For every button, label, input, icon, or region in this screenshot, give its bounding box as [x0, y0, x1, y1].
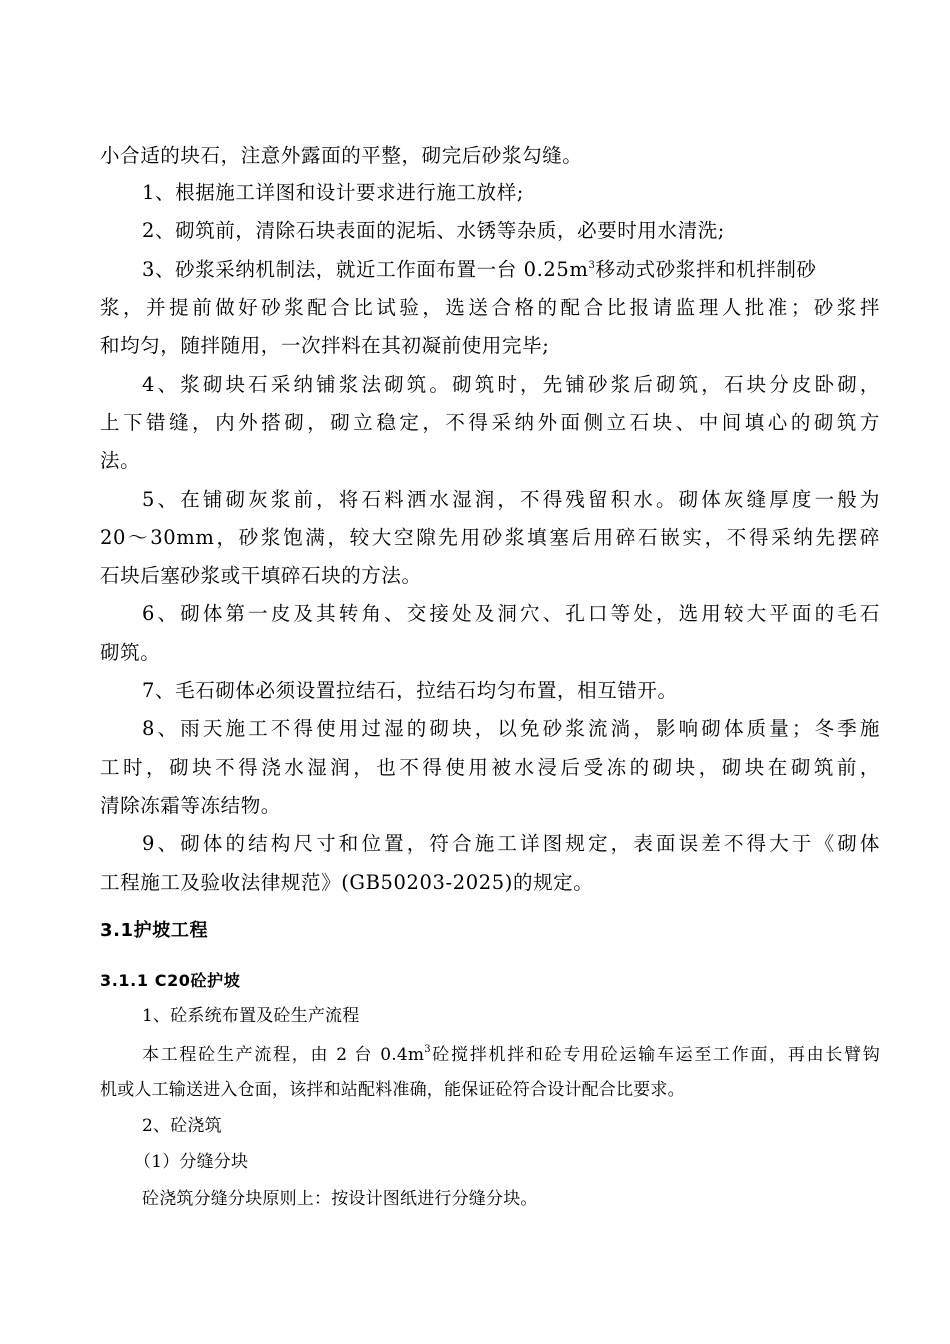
- list-item-5: 5、在铺砌灰浆前，将石料洒水湿润，不得残留积水。砌体灰缝厚度一般为: [142, 488, 880, 511]
- paragraph-line: 本工程砼生产流程，由 2 台 $0.4m^3$砼搅拌机拌和砼专用砼运输车运至工作面，再由长臂钩: [142, 1044, 880, 1065]
- section-heading: 3.1护坡工程: [100, 920, 209, 941]
- list-item-4: 4、浆砌块石采纳铺浆法砌筑。砌筑时，先铺砂浆后砌筑，石块分皮卧砌，: [142, 373, 880, 396]
- list-item-3: 3、砂浆采纳机制法，就近工作面布置一台 $0.25m^3$移动式砂浆拌和机拌制砂: [142, 258, 817, 281]
- list-item: （1）分缝分块: [134, 1152, 249, 1172]
- paragraph-line: 砼浇筑分缝分块原则上：按设计图纸进行分缝分块。: [142, 1189, 538, 1209]
- paragraph-line: 法。: [100, 449, 141, 472]
- list-item-2: 2、砌筑前，清除石块表面的泥垢、水锈等杂质，必要时用水清洗;: [142, 219, 725, 242]
- paragraph-line: 清除冻霜等冻结物。: [100, 794, 281, 817]
- paragraph-line: 上下错缝，内外搭砌，砌立稳定，不得采纳外面侧立石块、中间填心的砌筑方: [100, 411, 880, 434]
- paragraph-line: 石块后塞砂浆或干填碎石块的方法。: [100, 564, 422, 587]
- list-item-7: 7、毛石砌体必须设置拉结石，拉结石均匀布置，相互错开。: [142, 679, 678, 702]
- list-item-9: 9、砌体的结构尺寸和位置，符合施工详图规定，表面误差不得大于《砌体: [142, 832, 880, 855]
- paragraph-line: 和均匀，随拌随用，一次拌料在其初凝前使用完毕;: [100, 334, 550, 357]
- list-item-8: 8、雨天施工不得使用过湿的砌块，以免砂浆流淌，影响砌体质量；冬季施: [142, 717, 880, 740]
- list-item-1: 1、根据施工详图和设计要求进行施工放样;: [142, 181, 524, 204]
- paragraph-line: 机或人工输送进入仓面，该拌和站配料准确，能保证砼符合设计配合比要求。: [100, 1080, 685, 1100]
- paragraph-line: 小合适的块石，注意外露面的平整，砌完后砂浆勾缝。: [100, 144, 583, 167]
- paragraph-line: 工时，砌块不得浇水湿润，也不得使用被水浸后受冻的砌块，砌块在砌筑前，: [100, 756, 880, 779]
- paragraph-line: 砌筑。: [100, 641, 161, 664]
- subsection-heading: 3.1.1 C20砼护坡: [100, 971, 241, 990]
- list-item: 1、砼系统布置及砼生产流程: [142, 1006, 360, 1026]
- list-item: 2、砼浇筑: [142, 1116, 222, 1136]
- paragraph-line: 工程施工及验收法律规范》(GB50203-2025)的规定。: [100, 871, 594, 894]
- paragraph-line: 浆，并提前做好砂浆配合比试验，选送合格的配合比报请监理人批准；砂浆拌: [100, 296, 880, 319]
- paragraph-line: 20～30mm，砂浆饱满，较大空隙先用砂浆填塞后用碎石嵌实，不得采纳先摆碎: [100, 526, 880, 549]
- list-item-6: 6、砌体第一皮及其转角、交接处及洞穴、孔口等处，选用较大平面的毛石: [142, 602, 880, 625]
